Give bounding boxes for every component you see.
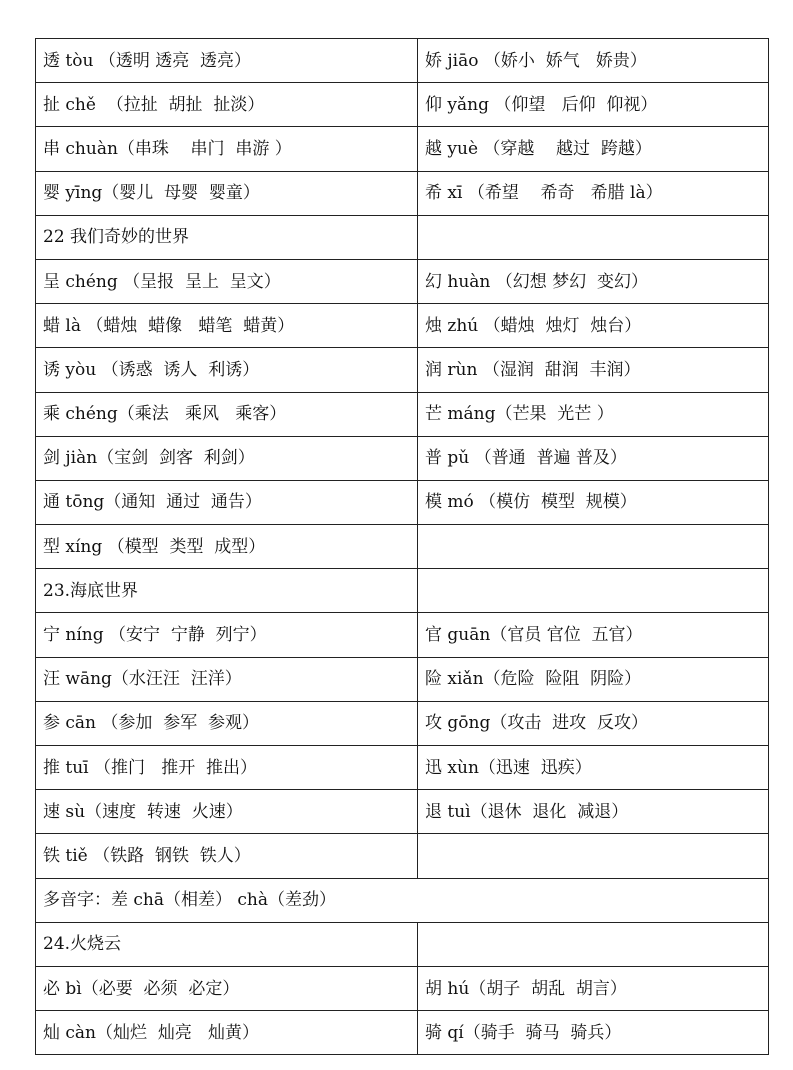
table-cell: 娇 jiāo （娇小 娇气 娇贵）: [418, 39, 769, 83]
table-row: [36, 834, 769, 878]
table-cell: 希 xī （希望 希奇 希腊 là）: [418, 171, 769, 215]
table-cell: [418, 922, 769, 966]
table-cell: [418, 834, 769, 878]
table-cell: 烛 zhú （蜡烛 烛灯 烛台）: [418, 304, 769, 348]
table-row: [36, 259, 769, 303]
table-cell: 润 rùn （湿润 甜润 丰润）: [418, 348, 769, 392]
table-cell: 必 bì（必要 必须 必定）: [36, 966, 418, 1010]
table-cell: 芒 máng（芒果 光芒 ）: [418, 392, 769, 436]
table-cell: 普 pǔ （普通 普遍 普及）: [418, 436, 769, 480]
table-cell: 骑 qí（骑手 骑马 骑兵）: [418, 1011, 769, 1055]
table-cell: 推 tuī （推门 推开 推出）: [36, 746, 418, 790]
table-cell: 乘 chéng（乘法 乘风 乘客）: [36, 392, 418, 436]
table-row: [36, 348, 769, 392]
table-cell: 攻 gōng（攻击 进攻 反攻）: [418, 701, 769, 745]
table-row: [36, 127, 769, 171]
table-cell: 通 tōng（通知 通过 通告）: [36, 480, 418, 524]
table-cell: 幻 huàn （幻想 梦幻 变幻）: [418, 259, 769, 303]
table-row: [36, 878, 769, 922]
table-row: [36, 569, 769, 613]
table-cell: 呈 chéng （呈报 呈上 呈文）: [36, 259, 418, 303]
table-row: [36, 304, 769, 348]
table-row: [36, 613, 769, 657]
table-cell: 参 cān （参加 参军 参观）: [36, 701, 418, 745]
table-row: [36, 480, 769, 524]
table-cell: 灿 càn（灿烂 灿亮 灿黄）: [36, 1011, 418, 1055]
table-cell: 汪 wāng（水汪汪 汪洋）: [36, 657, 418, 701]
table-cell: 剑 jiàn（宝剑 剑客 利剑）: [36, 436, 418, 480]
table-row: [36, 1011, 769, 1055]
table-row: [36, 790, 769, 834]
polyphone-note: 多音字：差 chā（相差） chà（差劲）: [36, 878, 769, 922]
table-cell: [418, 215, 769, 259]
table-cell: 扯 chě （拉扯 胡扯 扯淡）: [36, 83, 418, 127]
table-row: [36, 392, 769, 436]
table-cell: 官 guān（官员 官位 五官）: [418, 613, 769, 657]
table-row: [36, 701, 769, 745]
table-cell: 越 yuè （穿越 越过 跨越）: [418, 127, 769, 171]
table-cell: 模 mó （模仿 模型 规模）: [418, 480, 769, 524]
table-cell: 蜡 là （蜡烛 蜡像 蜡笔 蜡黄）: [36, 304, 418, 348]
table-cell: 透 tòu （透明 透亮 透亮）: [36, 39, 418, 83]
vocab-table: [35, 38, 769, 1055]
table-cell: 胡 hú（胡子 胡乱 胡言）: [418, 966, 769, 1010]
table-row: [36, 171, 769, 215]
section-heading: 24.火烧云: [36, 922, 418, 966]
table-cell: 铁 tiě （铁路 钢铁 铁人）: [36, 834, 418, 878]
table-cell: [418, 569, 769, 613]
table-cell: 诱 yòu （诱惑 诱人 利诱）: [36, 348, 418, 392]
table-cell: 仰 yǎng （仰望 后仰 仰视）: [418, 83, 769, 127]
table-cell: 退 tuì（退休 退化 减退）: [418, 790, 769, 834]
table-cell: 迅 xùn（迅速 迅疾）: [418, 746, 769, 790]
table-cell: 串 chuàn（串珠 串门 串游 ）: [36, 127, 418, 171]
section-heading: 23.海底世界: [36, 569, 418, 613]
table-cell: 速 sù（速度 转速 火速）: [36, 790, 418, 834]
section-heading: 22 我们奇妙的世界: [36, 215, 418, 259]
table-cell: 婴 yīng（婴儿 母婴 婴童）: [36, 171, 418, 215]
table-cell: 型 xíng （模型 类型 成型）: [36, 525, 418, 569]
table-row: [36, 966, 769, 1010]
table-row: [36, 39, 769, 83]
table-row: [36, 215, 769, 259]
table-cell: [418, 525, 769, 569]
table-row: [36, 83, 769, 127]
table-row: [36, 436, 769, 480]
table-row: [36, 657, 769, 701]
table-cell: 宁 níng （安宁 宁静 列宁）: [36, 613, 418, 657]
table-row: [36, 922, 769, 966]
table-cell: 险 xiǎn（危险 险阻 阴险）: [418, 657, 769, 701]
table-row: [36, 525, 769, 569]
table-row: [36, 746, 769, 790]
